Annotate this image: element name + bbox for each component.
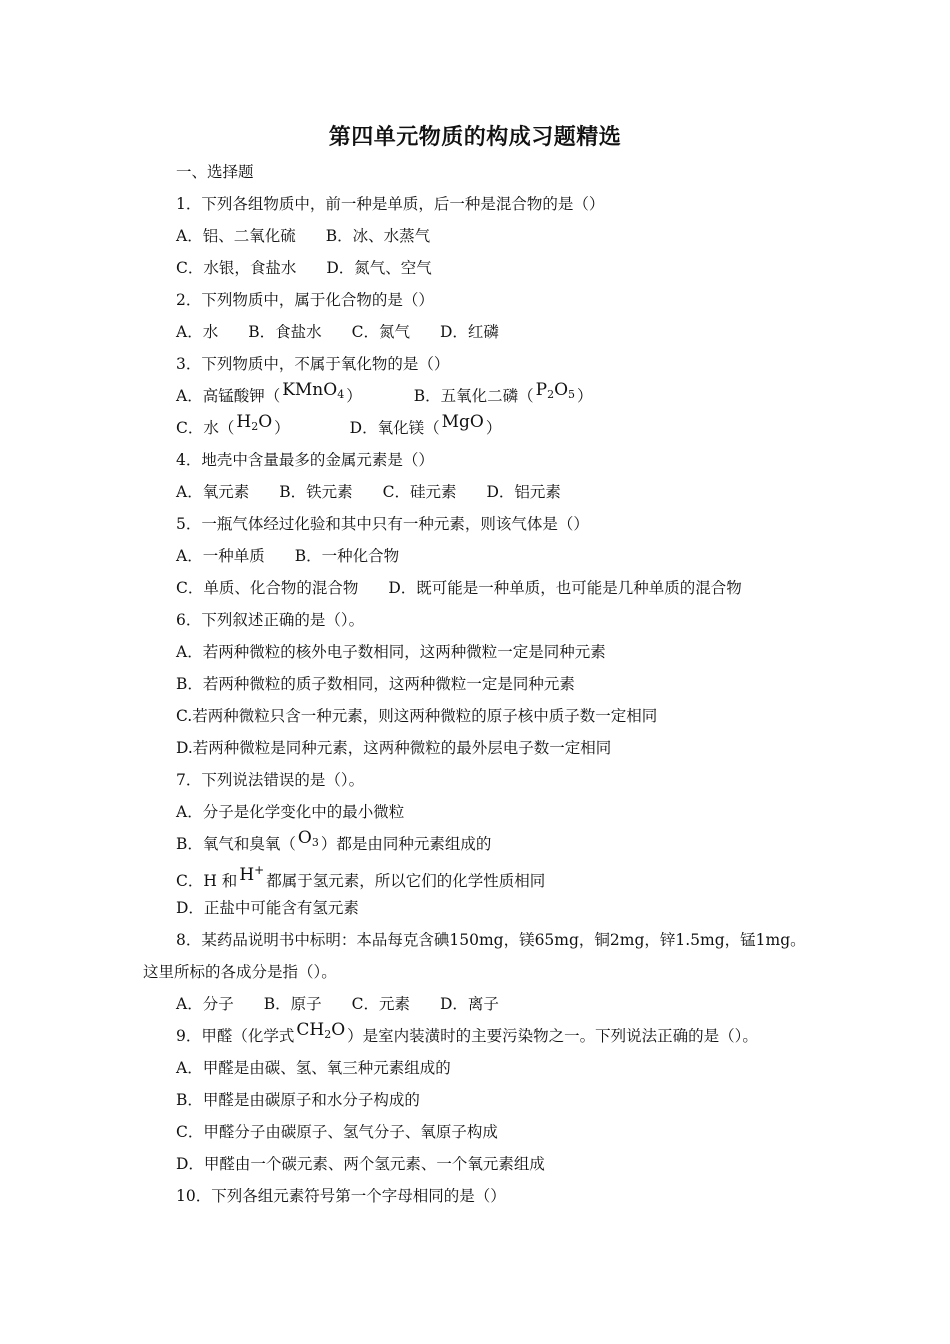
q4-option-b: B．铁元素: [279, 483, 353, 501]
q5-option-a: A．一种单质: [176, 547, 265, 565]
q4-option-c: C．硅元素: [382, 483, 457, 501]
question-5-stem: 5．一瓶气体经过化验和其中只有一种元素，则该气体是（）: [176, 515, 589, 533]
q6-option-d: D.若两种微粒是同种元素，这两种微粒的最外层电子数一定相同: [176, 739, 612, 757]
q2-option-d: D．红磷: [439, 323, 499, 341]
formula-h2o: $H_2O$: [236, 412, 273, 433]
q8-option-a: A．分子: [176, 995, 234, 1013]
page-title: 第四单元物质的构成习题精选: [328, 124, 622, 150]
question-8-stem-continued: 这里所标的各成分是指（）。: [143, 963, 337, 981]
q9-option-b: B．甲醛是由碳原子和水分子构成的: [176, 1091, 420, 1109]
q5-option-c: C．单质、化合物的混合物: [176, 579, 359, 597]
q9-option-c: C．甲醛分子由碳原子、氢气分子、氧原子构成: [176, 1123, 498, 1141]
q6-option-c: C.若两种微粒只含一种元素，则这两种微粒的原子核中质子数一定相同: [176, 707, 658, 725]
q1-option-c: C．水银，食盐水: [176, 259, 297, 277]
question-10-stem: 10．下列各组元素符号第一个字母相同的是（）: [176, 1187, 506, 1205]
question-5-options-row2: [176, 578, 742, 598]
question-3-options-row1: [176, 380, 593, 411]
q2-option-a: A．水: [176, 323, 219, 341]
q3-option-b: B．五氧化二磷（ $P_2O_5$ ）: [413, 380, 593, 405]
question-8-options: [176, 994, 499, 1014]
formula-p2o5: $P_2O_5$: [535, 380, 576, 401]
q9-option-d: D．甲醛由一个碳元素、两个氢元素、一个氧元素组成: [176, 1155, 545, 1173]
question-8-stem: 8．某药品说明书中标明：本品每克含碘150mg，镁65mg，铜2mg，锌1.5mg，锰1mg。: [176, 931, 806, 949]
question-7-stem: 7．下列说法错误的是（）。: [176, 771, 365, 789]
q3-option-a: A．高锰酸钾（ KMnO$_4$ ）: [176, 380, 362, 405]
formula-h-plus: H+: [239, 863, 265, 885]
q6-option-a: A．若两种微粒的核外电子数相同，这两种微粒一定是同种元素: [176, 643, 606, 661]
q5-option-d: D．既可能是一种单质，也可能是几种单质的混合物: [388, 579, 742, 597]
section-heading: 一、选择题: [176, 163, 254, 181]
q5-option-b: B．一种化合物: [294, 547, 400, 565]
q7-option-d: D．正盐中可能含有氢元素: [176, 899, 359, 917]
question-1-options-row2: [176, 258, 432, 278]
formula-kmno4: KMnO$_4$: [282, 380, 345, 401]
q3-option-d: D．氧化镁（ MgO ）: [349, 412, 502, 437]
formula-mgo: MgO: [441, 412, 484, 432]
q2-option-b: B．食盐水: [248, 323, 322, 341]
q1-option-d: D．氮气、空气: [326, 259, 432, 277]
q8-option-d: D．离子: [439, 995, 499, 1013]
question-3-stem: 3．下列物质中，不属于氧化物的是（）: [176, 355, 450, 373]
question-2-options: [176, 322, 499, 342]
question-6-stem: 6．下列叙述正确的是（）。: [176, 611, 365, 629]
q2-option-c: C．氮气: [351, 323, 410, 341]
question-1-stem: 1．下列各组物质中，前一种是单质，后一种是混合物的是（）: [176, 195, 605, 213]
q1-option-a: A．铝、二氧化硫: [176, 227, 296, 245]
q6-option-b: B．若两种微粒的质子数相同，这两种微粒一定是同种元素: [176, 675, 575, 693]
q7-option-b: B．氧气和臭氧（ $O_3$ ）都是由同种元素组成的: [176, 828, 492, 853]
q3-option-c: C．水（ $H_2O$ ）: [176, 412, 290, 437]
question-4-options: [176, 482, 561, 502]
question-4-stem: 4．地壳中含量最多的金属元素是（）: [176, 451, 434, 469]
q7-option-c: C．H 和 H+都属于氢元素，所以它们的化学性质相同: [176, 863, 546, 890]
q1-option-b: B．冰、水蒸气: [325, 227, 431, 245]
q4-option-d: D．铝元素: [486, 483, 561, 501]
question-5-options-row1: [176, 546, 399, 566]
q8-option-b: B．原子: [263, 995, 322, 1013]
q7-option-a: A．分子是化学变化中的最小微粒: [176, 803, 405, 821]
q4-option-a: A．氧元素: [176, 483, 250, 501]
q9-option-a: A．甲醛是由碳、氢、氧三种元素组成的: [176, 1059, 451, 1077]
formula-ch2o: $CH_2O$: [296, 1020, 346, 1041]
formula-o3: $O_3$: [297, 828, 319, 849]
question-1-options-row1: [176, 226, 430, 246]
question-9-stem: 9．甲醛（化学式 $CH_2O$ ）是室内装潢时的主要污染物之一。下列说法正确的是（）。: [176, 1020, 758, 1045]
q8-option-c: C．元素: [351, 995, 410, 1013]
question-3-options-row2: [176, 412, 502, 443]
question-2-stem: 2．下列物质中，属于化合物的是（）: [176, 291, 434, 309]
